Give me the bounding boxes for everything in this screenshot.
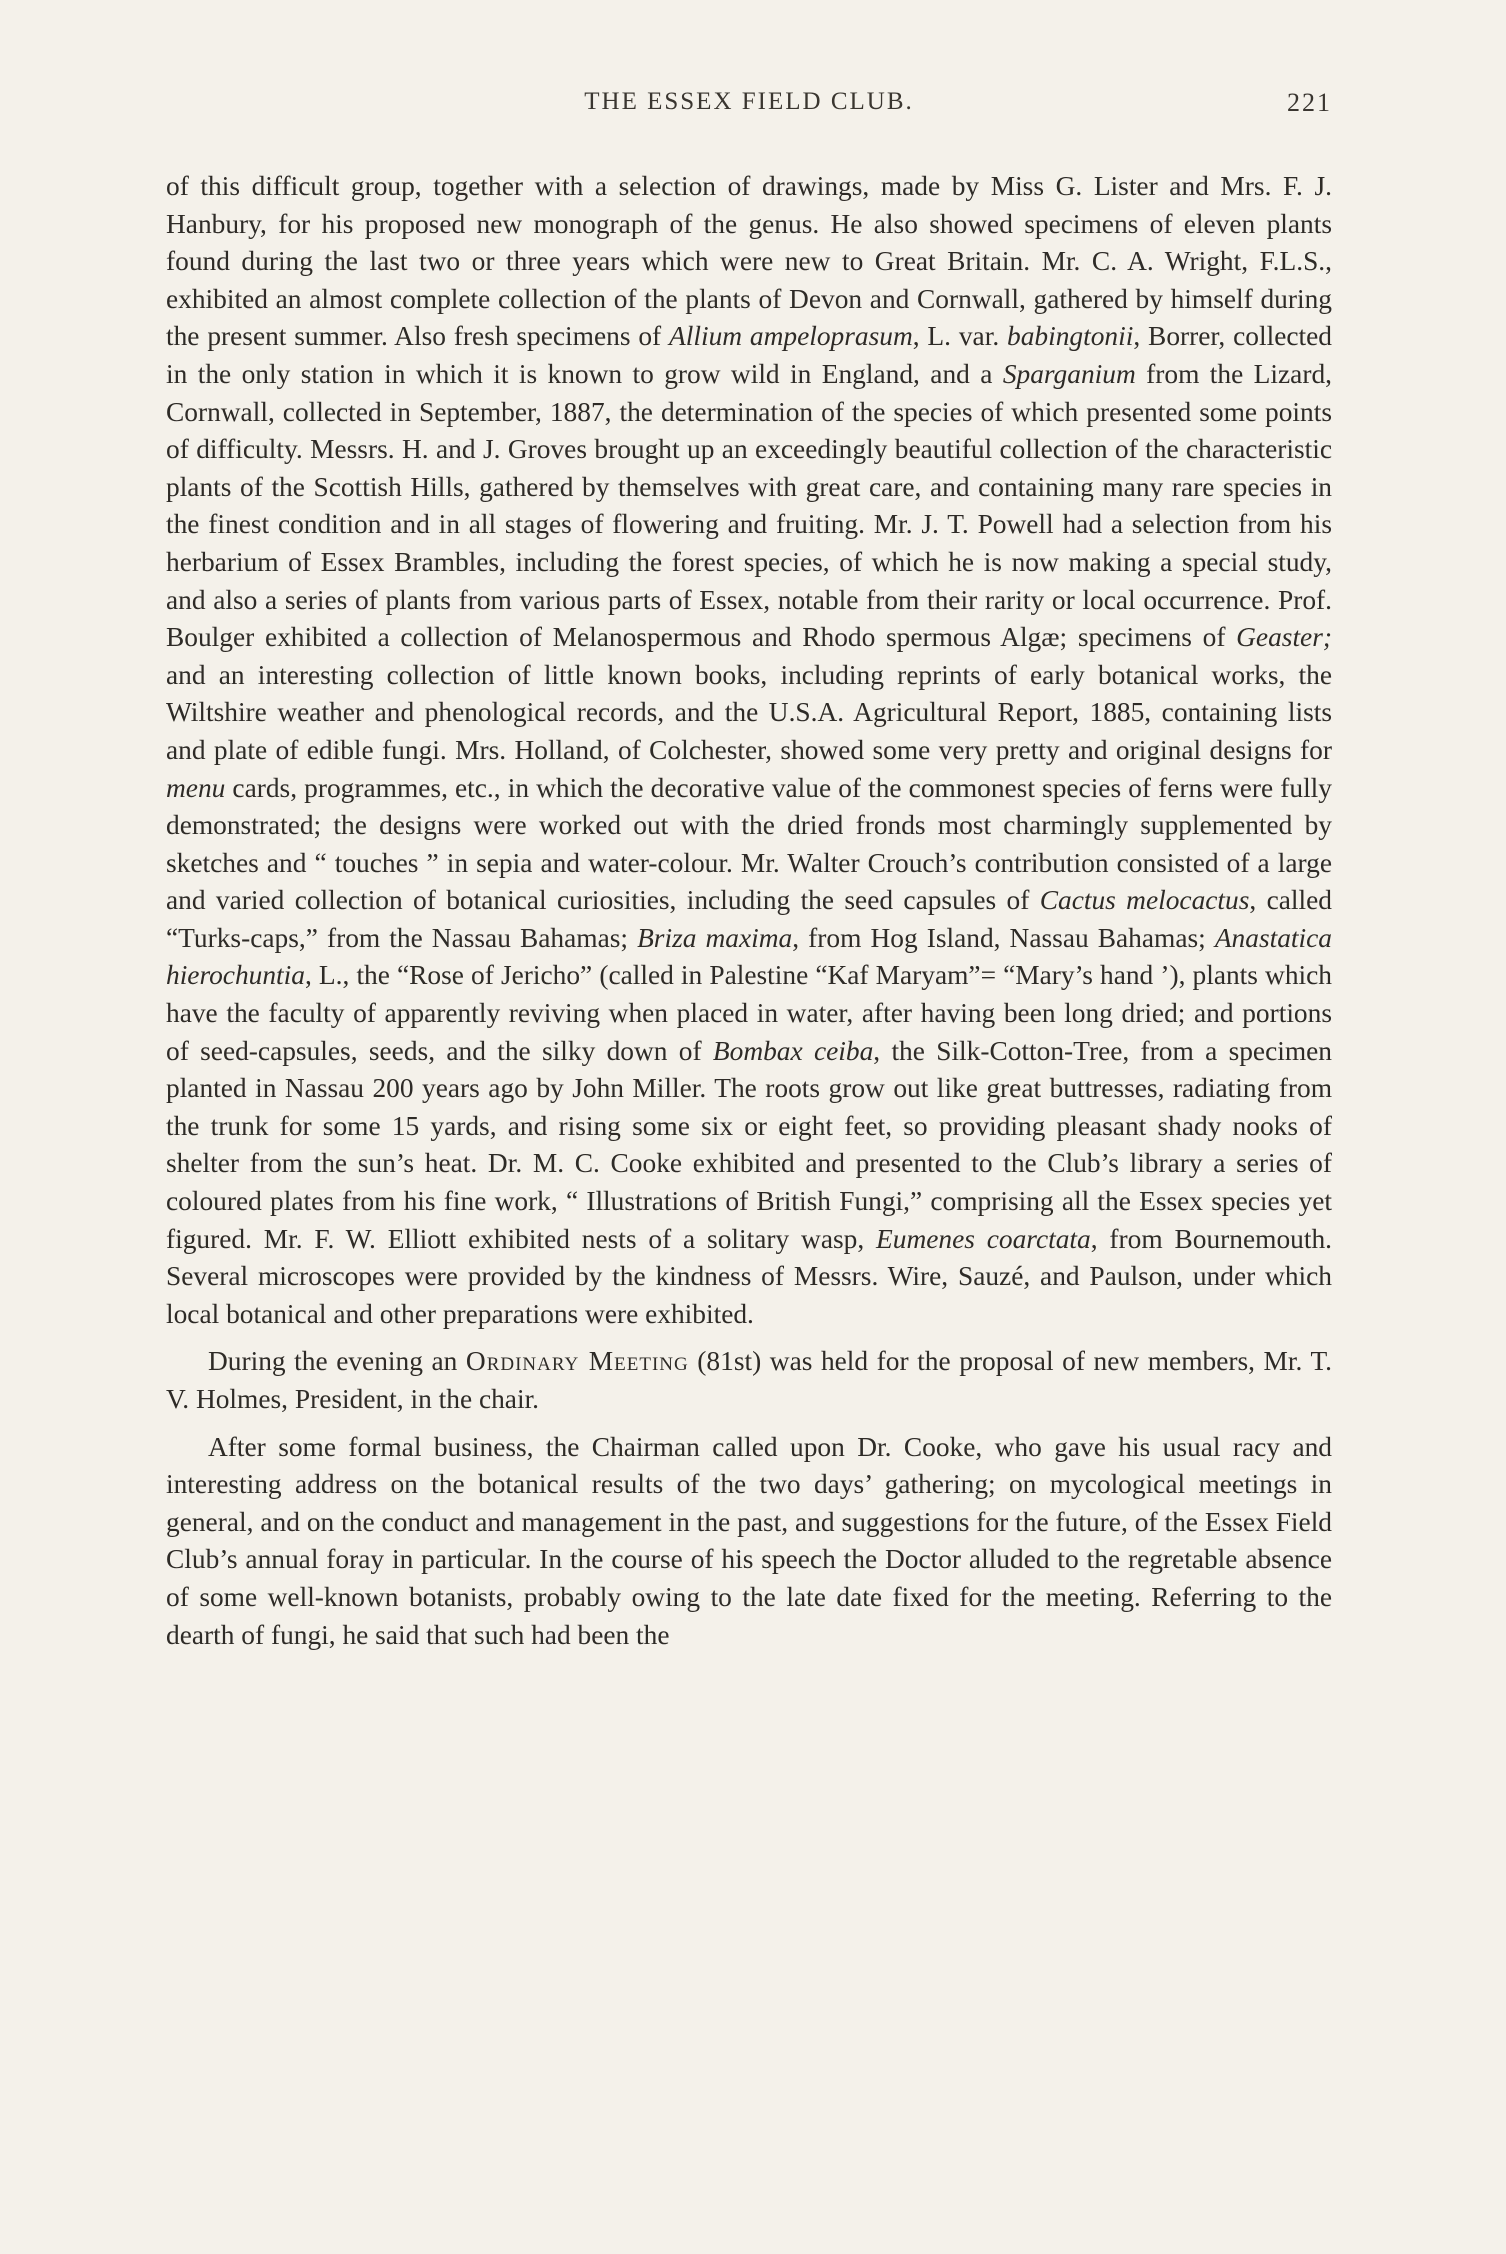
text-run: , L. var. [912, 321, 1008, 352]
meeting-name: Ordinary Meeting [465, 1346, 689, 1377]
species-name: Anastatica hierochuntia [166, 922, 1332, 991]
text-run: During the evening an [208, 1346, 466, 1377]
text-run: from the Lizard, Cornwall, collected in September, 1887, the determination of the species of which presented some points of difficulty. Messrs. H. and J. Groves brought up an exceedingly beautiful collection of the characteristic plants of the Scottish Hills, gathered by themselves with great care, and containing many rare species in the finest condition and in all stages of flowering and fruiting. Mr. J. T. Powell had a selection from his herbarium of Essex Brambles, including the forest species, of which he is now making a special study, and also a series of plants from various parts of Essex, notable from their rarity or local occurrence. Prof. Boulger exhibited a collection of Melanospermous and Rhodo spermous Algæ; specimens of [166, 358, 1332, 653]
paragraph-3 [166, 1429, 1332, 1655]
text-run: , the Silk-Cotton-Tree, from a specimen planted in Nassau 200 years ago by John Miller. The roots grow out like great buttresses, radiating from the trunk for some 15 yards, and rising some six or eight feet, so providing pleasant shady nooks of shelter from the sun’s heat. Dr. M. C. Cooke exhibited and presented to the Club’s library a series of coloured plates from his fine work, “ Illustrations of British Fungi,” comprising all the Essex species yet figured. Mr. F. W. Elliott exhibited nests of a solitary wasp, [166, 1035, 1333, 1254]
species-name: Allium ampeloprasum [669, 321, 913, 352]
species-name: babingtonii [1007, 321, 1134, 352]
text-run: After some formal business, the Chairman called upon Dr. Cooke, who gave his usual racy and interesting address on the botanical results of the two days’ gathering; on mycological meetings in general, and on the conduct and management in the past, and suggestions for the future, of the Essex Field Club’s annual foray in particular. In the course of his speech the Doctor alluded to the regretable absence of some well-known botanists, probably owing to the late date fixed for the meeting. Referring to the dearth of fungi, he said that such had been the [166, 1431, 1332, 1650]
text-run: and an interesting collection of little known books, including reprints of early botanical works, the Wiltshire weather and phenological records, and the U.S.A. Agricultural Report, 1885, containing lists and plate of edible fungi. Mrs. Holland, of Colchester, showed some very pretty and original designs for [166, 659, 1332, 765]
text-run: , from Hog Island, Nassau Bahamas; [792, 922, 1215, 953]
species-name: Geaster; [1236, 622, 1332, 653]
species-name: Briza maxima [637, 922, 793, 953]
text-run: , from Bournemouth. Several microscopes were provided by the kindness of Messrs. Wire, Sauzé, and Paulson, under which local botanical and other preparations were exhibited. [166, 1223, 1332, 1329]
running-title: THE ESSEX FIELD CLUB. [584, 88, 914, 115]
text-run: of this difficult group, together with a selection of drawings, made by Miss G. Lister and Mrs. F. J. Hanbury, for his proposed new monograph of the genus. He also showed specimens of eleven plants found during the last two or three years which were new to Great Britain. Mr. C. A. Wright, F.L.S., exhibited an almost complete collection of the plants of Devon and Cornwall, gathered by himself during the present summer. Also fresh specimens of [166, 171, 1332, 352]
page-number: 221 [1287, 88, 1332, 117]
species-name: Cactus melocactus [1039, 885, 1250, 916]
text-run: cards, programmes, etc., in which the decorative value of the commonest species of ferns were fully demonstrated; the designs were worked out with the dried fronds most charmingly supplemented by sketches and “ touches ” in sepia and water-colour. Mr. Walter Crouch’s contribution consisted of a large and varied collection of botanical curiosities, including the seed capsules of [166, 772, 1332, 916]
paragraph-1 [166, 168, 1332, 1333]
italic-word: menu [166, 772, 226, 803]
text-run: (81st) was held for the proposal of new members, Mr. T. V. Holmes, President, in the chair. [166, 1346, 1332, 1414]
text-run: , L., the “Rose of Jericho” (called in Palestine “Kaf Maryam”= “Mary’s hand ’), plants which have the faculty of apparently reviving when placed in water, after having been long dried; and portions of seed-capsules, seeds, and the silky down of [166, 960, 1332, 1066]
page-header [166, 88, 1332, 128]
species-name: Sparganium [1002, 358, 1136, 389]
species-name: Bombax ceiba [712, 1035, 874, 1066]
paragraph-2 [166, 1343, 1332, 1418]
body-text [166, 168, 1332, 1654]
text-run: , called “Turks-caps,” from the Nassau Bahamas; [166, 885, 1332, 953]
species-name: Eumenes coarctata [876, 1223, 1091, 1254]
text-run: , Borrer, collected in the only station in which it is known to grow wild in England, and a [166, 321, 1332, 389]
